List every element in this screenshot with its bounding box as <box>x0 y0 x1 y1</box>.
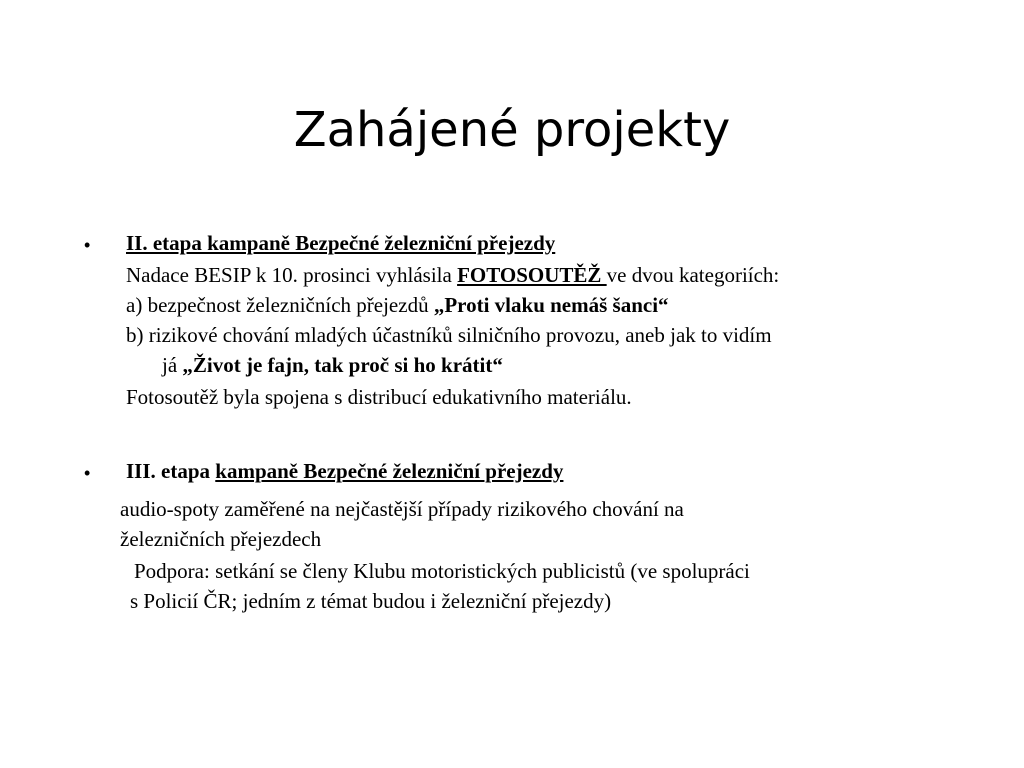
bullet-heading <box>126 228 555 258</box>
category-a-slogan: „Proti vlaku nemáš šanci“ <box>433 293 669 317</box>
audio-spots-text: audio-spoty zaměřené na nejčastější případy rizikového chování na <box>120 497 684 521</box>
slide-title: Zahájené projekty <box>293 102 731 158</box>
category-a-line <box>126 290 669 320</box>
audio-spots-continuation <box>120 524 321 554</box>
heading-campaign: kampaně Bezpečné železniční přejezdy <box>215 459 564 483</box>
category-b-text: b) rizikové chování mladých účastníků silničního provozu, aneb jak to vidím <box>126 323 772 347</box>
category-b-slogan: „Život je fajn, tak proč si ho krátit“ <box>182 353 503 377</box>
heading-prefix: III. etapa <box>126 459 216 483</box>
contest-announcement-line <box>126 260 779 290</box>
category-a-prefix: a) bezpečnost železničních přejezdů <box>126 293 434 317</box>
announcement-suffix: ve dvou kategoriích: <box>606 263 780 287</box>
contest-distribution-line <box>126 382 632 412</box>
support-continuation <box>130 586 611 616</box>
distribution-text: Fotosoutěž byla spojena s distribucí edukativního materiálu. <box>126 385 632 409</box>
heading-text: II. etapa kampaně Bezpečné železniční přejezdy <box>126 231 556 255</box>
contest-name: FOTOSOUTĚŽ <box>457 263 607 287</box>
support-text: Podpora: setkání se členy Klubu motoristických publicistů (ve spolupráci <box>134 559 750 583</box>
category-b-line <box>126 320 772 350</box>
bullet-marker: • <box>84 463 91 483</box>
category-b-continuation <box>162 350 503 380</box>
announcement-prefix: Nadace BESIP k 10. prosinci vyhlásila <box>126 263 458 287</box>
support-line <box>134 556 750 586</box>
audio-spots-line <box>120 494 684 524</box>
bullet-marker: • <box>84 235 91 255</box>
support-continuation-text: s Policií ČR; jedním z témat budou i železniční přejezdy) <box>130 589 612 613</box>
audio-spots-continuation-text: železničních přejezdech <box>120 527 322 551</box>
bullet-heading <box>126 456 563 486</box>
category-b-prefix: já <box>162 353 183 377</box>
